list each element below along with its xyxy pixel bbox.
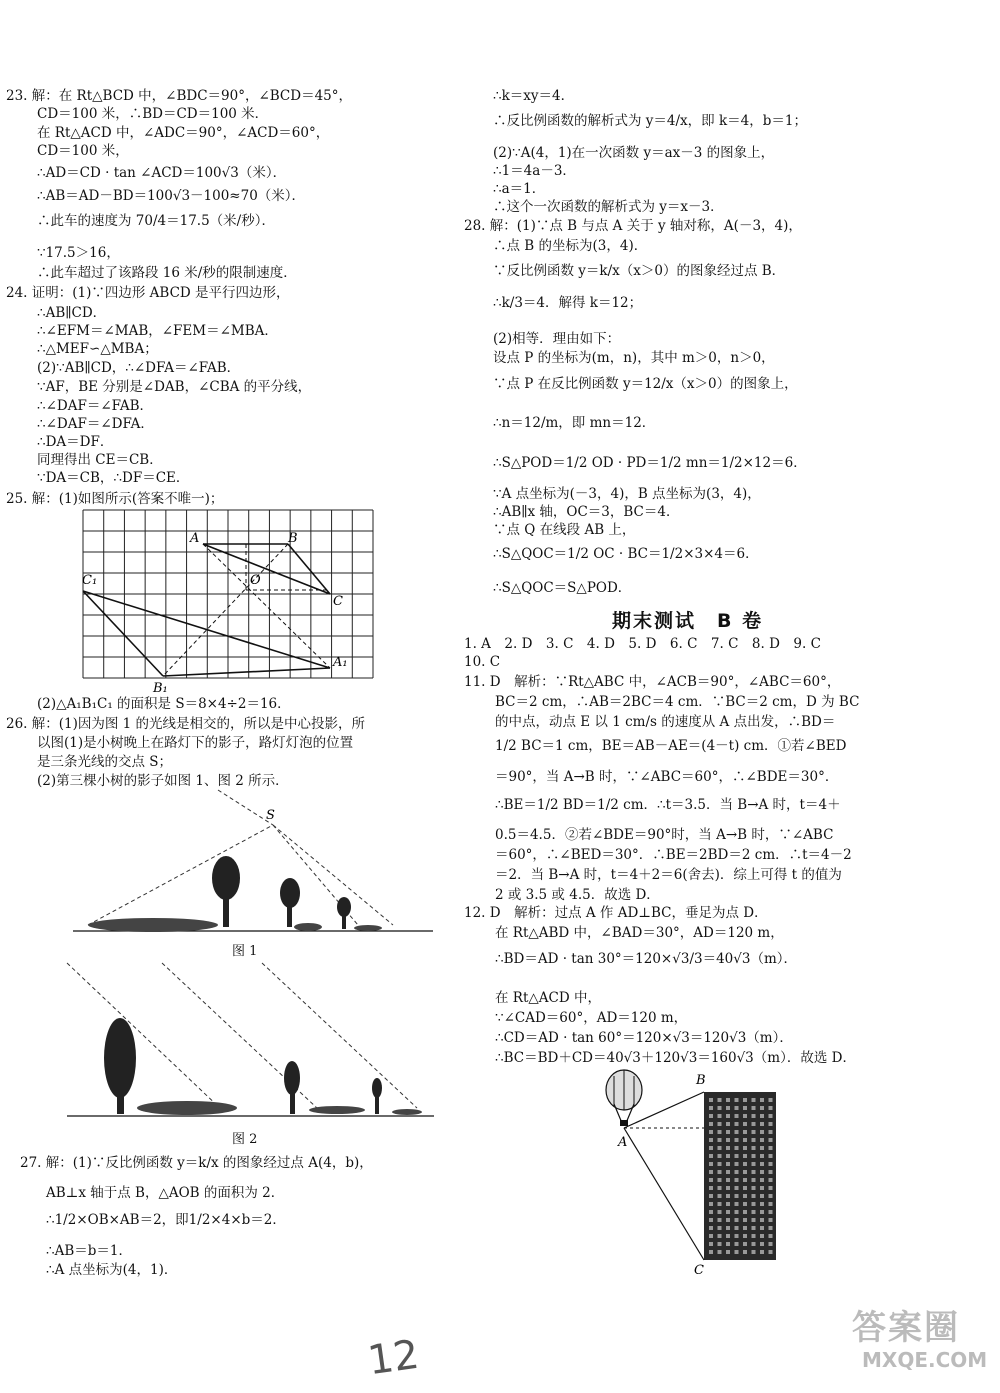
- text-line: ∴∠DAF＝∠FAB．: [37, 398, 154, 414]
- building-window: [760, 1122, 764, 1126]
- building-window: [709, 1098, 713, 1102]
- building-window: [726, 1114, 730, 1118]
- text-line: 24. 证明：(1)∵四边形 ABCD 是平行四边形，: [6, 285, 290, 301]
- building-window: [743, 1194, 747, 1198]
- building-window: [726, 1098, 730, 1102]
- building-window: [752, 1218, 756, 1222]
- building-window: [709, 1146, 713, 1150]
- building-window: [709, 1210, 713, 1214]
- building-window: [735, 1218, 739, 1222]
- building-window: [726, 1170, 730, 1174]
- building-window: [709, 1138, 713, 1142]
- grid-label-a: A: [190, 531, 200, 546]
- building-window: [726, 1130, 730, 1134]
- text-line: ∴BD＝AD · tan 30°＝120×√3/3＝40√3（m）．: [495, 951, 797, 967]
- building-window: [752, 1130, 756, 1134]
- text-line: 以图(1)是小树晚上在路灯下的影子，路灯灯泡的位置: [37, 735, 354, 751]
- text-line: ∴A 点坐标为(4，1)．: [46, 1262, 178, 1278]
- building-window: [718, 1154, 722, 1158]
- text-line: ∵反比例函数 y＝k/x（x＞0）的图象经过点 B．: [493, 263, 786, 279]
- building-window: [743, 1234, 747, 1238]
- building-window: [726, 1154, 730, 1158]
- text-line: (2)相等．理由如下：: [493, 331, 621, 347]
- building-top-label: B: [696, 1073, 706, 1088]
- building-window: [735, 1202, 739, 1206]
- text-line: ∴点 B 的坐标为(3，4)．: [493, 238, 648, 254]
- building-window: [769, 1186, 773, 1190]
- text-line: AB⊥x 轴于点 B，△AOB 的面积为 2．: [46, 1185, 285, 1201]
- building-window: [735, 1138, 739, 1142]
- text-line: 1. A 2. D 3. C 4. D 5. D 6. C 7. C 8. D 9. C: [464, 636, 821, 652]
- text-line: ∴k/3＝4．解得 k＝12；: [493, 295, 643, 311]
- building-window: [709, 1218, 713, 1222]
- building-window: [726, 1202, 730, 1206]
- text-line: ∴AB＝AD－BD＝100√3－100≈70（米）．: [37, 188, 306, 204]
- tree-shadow-figure-1: [68, 785, 438, 945]
- building-window: [743, 1202, 747, 1206]
- building-window: [769, 1130, 773, 1134]
- text-line: 0.5＝4.5．②若∠BDE＝90°时，当 A→B 时，∵∠ABC: [495, 827, 834, 843]
- building-window: [718, 1202, 722, 1206]
- building-window: [726, 1106, 730, 1110]
- building-window: [760, 1138, 764, 1142]
- building-window: [735, 1170, 739, 1174]
- building-window: [709, 1226, 713, 1230]
- text-line: ∵A 点坐标为(－3，4)，B 点坐标为(3，4)，: [493, 486, 761, 502]
- building-window: [760, 1178, 764, 1182]
- building-window: [735, 1178, 739, 1182]
- text-line: 12. D 解析：过点 A 作 AD⊥BC，垂足为点 D．: [464, 905, 768, 921]
- building-window: [709, 1186, 713, 1190]
- text-line: ∴反比例函数的解析式为 y＝4/x，即 k＝4，b＝1；: [493, 113, 807, 129]
- text-line: 在 Rt△ACD 中，: [495, 990, 601, 1006]
- building-window: [735, 1122, 739, 1126]
- text-line: ∴DA＝DF．: [37, 434, 114, 450]
- building-window: [743, 1162, 747, 1166]
- text-line: 28. 解：(1)∵点 B 与点 A 关于 y 轴对称，A(－3，4)，: [464, 218, 802, 234]
- text-line: 25. 解：(1)如图所示(答案不唯一)；: [6, 491, 224, 507]
- building-window: [726, 1122, 730, 1126]
- building-window: [752, 1114, 756, 1118]
- building-window: [769, 1210, 773, 1214]
- building-window: [769, 1162, 773, 1166]
- grid-label-b1: B₁: [153, 681, 168, 694]
- building-window: [709, 1234, 713, 1238]
- text-line: CD＝100 米，∴BD＝CD＝100 米．: [37, 106, 269, 122]
- building-window: [760, 1098, 764, 1102]
- building-window: [743, 1154, 747, 1158]
- building-window: [760, 1186, 764, 1190]
- building-window: [709, 1194, 713, 1198]
- building-window: [743, 1114, 747, 1118]
- text-line: ∴△MEF∽△MBA；: [37, 341, 158, 357]
- text-line: ∴S△QOC＝1/2 OC · BC＝1/2×3×4＝6．: [493, 546, 759, 562]
- building-window: [752, 1186, 756, 1190]
- building-window: [718, 1242, 722, 1246]
- text-line: ∴BC＝BD＋CD＝40√3＋120√3＝160√3（m）．故选 D．: [495, 1050, 856, 1066]
- building-window: [718, 1218, 722, 1222]
- building-window: [760, 1218, 764, 1222]
- building-window: [735, 1106, 739, 1110]
- figure-1-caption: 图 1: [232, 944, 258, 959]
- building-window: [752, 1154, 756, 1158]
- text-line: ∴AB＝b＝1．: [46, 1243, 132, 1259]
- text-line: ∵17.5＞16，: [37, 245, 120, 261]
- text-line: ∵∠CAD＝60°，AD＝120 m，: [495, 1010, 688, 1026]
- building-window: [718, 1226, 722, 1230]
- building-window: [726, 1162, 730, 1166]
- building-window: [709, 1122, 713, 1126]
- building-window: [735, 1226, 739, 1230]
- building-window: [709, 1114, 713, 1118]
- building-window: [718, 1234, 722, 1238]
- text-line: 10. C: [464, 654, 501, 670]
- text-line: (2)∵AB∥CD，∴∠DFA＝∠FAB．: [37, 360, 241, 376]
- text-line: (2)∵A(4，1)在一次函数 y＝ax－3 的图象上，: [493, 145, 775, 161]
- text-line: ∴AB∥x 轴，OC＝3，BC＝4．: [493, 504, 680, 520]
- text-line: (2)第三棵小树的影子如图 1、图 2 所示．: [37, 773, 289, 789]
- building-window: [735, 1154, 739, 1158]
- building-window: [735, 1242, 739, 1246]
- building-window: [760, 1226, 764, 1230]
- building-window: [769, 1218, 773, 1222]
- text-line: 26. 解：(1)因为图 1 的光线是相交的，所以是中心投影，所: [6, 716, 366, 732]
- building-window: [718, 1170, 722, 1174]
- text-line: ∴此车超过了该路段 16 米/秒的限制速度．: [37, 265, 297, 281]
- text-line: 在 Rt△ABD 中，∠BAD＝30°，AD＝120 m，: [495, 925, 784, 941]
- text-line: ∴S△POD＝1/2 OD · PD＝1/2 mn＝1/2×12＝6．: [493, 455, 807, 471]
- building-window: [769, 1194, 773, 1198]
- building-window: [726, 1218, 730, 1222]
- building-window: [735, 1146, 739, 1150]
- building-window: [743, 1122, 747, 1126]
- text-line: 23. 解：在 Rt△BCD 中，∠BDC＝90°，∠BCD＝45°，: [6, 88, 353, 104]
- building-window: [709, 1202, 713, 1206]
- building-window: [726, 1250, 730, 1254]
- building-window: [752, 1162, 756, 1166]
- building-window: [726, 1138, 730, 1142]
- watermark-url: MXQE.COM: [862, 1348, 988, 1372]
- building-window: [743, 1186, 747, 1190]
- building-window: [760, 1210, 764, 1214]
- building-window: [735, 1162, 739, 1166]
- text-line: ∵DA＝CB，∴DF＝CE．: [37, 470, 190, 486]
- building-window: [735, 1210, 739, 1214]
- building-window: [709, 1178, 713, 1182]
- text-line: ＝2．当 B→A 时，t＝4＋2＝6(舍去)．综上可得 t 的值为: [495, 867, 842, 883]
- text-line: 27. 解：(1)∵反比例函数 y＝k/x 的图象经过点 A(4，b)，: [20, 1155, 373, 1171]
- building-window: [743, 1130, 747, 1134]
- building-window: [769, 1226, 773, 1230]
- watermark-logo: 答案圈: [852, 1308, 960, 1348]
- building-window: [718, 1210, 722, 1214]
- text-line: 在 Rt△ACD 中，∠ADC＝90°，∠ACD＝60°，: [37, 125, 330, 141]
- building-window: [743, 1226, 747, 1230]
- building-window: [752, 1138, 756, 1142]
- grid-figure-q25: [78, 508, 378, 694]
- building-window: [726, 1226, 730, 1230]
- building-window: [760, 1194, 764, 1198]
- text-line: BC＝2 cm，∴AB＝2BC＝4 cm．∵BC＝2 cm，D 为 BC: [495, 694, 860, 710]
- building-window: [752, 1098, 756, 1102]
- building-window: [735, 1250, 739, 1254]
- grid-label-c1: C₁: [82, 573, 98, 588]
- grid-label-o: O: [250, 573, 261, 588]
- light-source-label: S: [266, 808, 275, 823]
- building-window: [760, 1250, 764, 1254]
- text-line: ∴此车的速度为 70/4＝17.5（米/秒）．: [37, 213, 275, 229]
- building-window: [709, 1106, 713, 1110]
- building-window: [718, 1098, 722, 1102]
- building-window: [743, 1218, 747, 1222]
- building-window: [752, 1106, 756, 1110]
- page-number: 12: [365, 1331, 422, 1385]
- balloon-point-label: A: [618, 1135, 628, 1150]
- text-line: 的中点，动点 E 以 1 cm/s 的速度从 A 点出发，∴BD＝: [495, 714, 836, 730]
- building-window: [760, 1170, 764, 1174]
- building-window: [769, 1242, 773, 1246]
- building-window: [752, 1210, 756, 1214]
- text-line: 2 或 3.5 或 4.5．故选 D．: [495, 887, 660, 903]
- building-window: [769, 1234, 773, 1238]
- building-window: [743, 1250, 747, 1254]
- text-line: ∴1/2×OB×AB＝2，即1/2×4×b＝2．: [46, 1212, 286, 1228]
- building-window: [752, 1226, 756, 1230]
- text-line: 是三条光线的交点 S；: [37, 754, 173, 770]
- building-window: [718, 1138, 722, 1142]
- grid-label-c: C: [333, 594, 343, 609]
- text-line: 1/2 BC＝1 cm，BE＝AB－AE＝(4－t) cm．①若∠BED: [495, 738, 847, 754]
- building-window: [735, 1186, 739, 1190]
- building-window: [769, 1154, 773, 1158]
- building-window: [752, 1122, 756, 1126]
- text-line: ∴这个一次函数的解析式为 y＝x－3．: [493, 199, 724, 215]
- building-window: [769, 1250, 773, 1254]
- text-line: ∴AD＝CD · tan ∠ACD＝100√3（米）．: [37, 165, 287, 181]
- building-window: [760, 1130, 764, 1134]
- building-window: [743, 1146, 747, 1150]
- text-line: (2)△A₁B₁C₁ 的面积是 S＝8×4÷2＝16．: [37, 696, 291, 712]
- building-window: [743, 1242, 747, 1246]
- text-line: ∵AF，BE 分别是∠DAB，∠CBA 的平分线，: [37, 379, 312, 395]
- text-line: 11. D 解析：∵Rt△ABC 中，∠ACB＝90°，∠ABC＝60°，: [464, 674, 841, 690]
- building-window: [735, 1130, 739, 1134]
- building-window: [769, 1178, 773, 1182]
- building-window: [718, 1162, 722, 1166]
- text-line: ∴a＝1．: [493, 181, 546, 197]
- building-window: [726, 1146, 730, 1150]
- building-window: [760, 1234, 764, 1238]
- building-window: [726, 1194, 730, 1198]
- building-bottom-label: C: [694, 1263, 704, 1278]
- text-line: ∴AB∥CD．: [37, 305, 107, 321]
- building-window: [735, 1234, 739, 1238]
- text-line: ∵点 Q 在线段 AB 上，: [493, 522, 636, 538]
- building-window: [709, 1250, 713, 1254]
- building-window: [743, 1106, 747, 1110]
- text-line: ∴1＝4a－3．: [493, 163, 576, 179]
- building-window: [718, 1186, 722, 1190]
- text-line: ∵点 P 在反比例函数 y＝12/x（x＞0）的图象上，: [493, 376, 798, 392]
- building-window: [718, 1130, 722, 1134]
- building-window: [726, 1186, 730, 1190]
- building-window: [769, 1146, 773, 1150]
- balloon-building-figure: [600, 1068, 790, 1278]
- text-line: ∴CD＝AD · tan 60°＝120×√3＝120√3（m）．: [495, 1030, 793, 1046]
- text-line: ∴BE＝1/2 BD＝1/2 cm．∴t＝3.5．当 B→A 时，t＝4＋: [495, 797, 841, 813]
- building-window: [726, 1234, 730, 1238]
- section-title: 期末测试 B 卷: [612, 610, 764, 632]
- text-line: ∴n＝12/m，即 mn＝12．: [493, 415, 656, 431]
- text-line: ＝90°，当 A→B 时，∵∠ABC＝60°，∴∠BDE＝30°．: [495, 769, 839, 785]
- building-window: [760, 1242, 764, 1246]
- text-line: 同理得出 CE＝CB．: [37, 452, 163, 468]
- building-window: [726, 1242, 730, 1246]
- building-window: [769, 1202, 773, 1206]
- building-window: [726, 1210, 730, 1214]
- building-window: [769, 1138, 773, 1142]
- building-window: [726, 1178, 730, 1182]
- tree-shadow-figure-2: [62, 958, 442, 1128]
- figure-2-caption: 图 2: [232, 1132, 258, 1147]
- text-line: 设点 P 的坐标为(m，n)，其中 m＞0，n＞0，: [493, 350, 775, 366]
- building-window: [769, 1114, 773, 1118]
- building-window: [735, 1114, 739, 1118]
- building-window: [752, 1194, 756, 1198]
- building-window: [743, 1210, 747, 1214]
- building-window: [752, 1146, 756, 1150]
- text-line: ＝60°，∴∠BED＝30°．∴BE＝2BD＝2 cm．∴t＝4－2: [495, 847, 852, 863]
- building-window: [743, 1170, 747, 1174]
- building-window: [709, 1154, 713, 1158]
- building-window: [760, 1162, 764, 1166]
- building-window: [709, 1130, 713, 1134]
- building-window: [743, 1098, 747, 1102]
- building-window: [735, 1098, 739, 1102]
- building-window: [752, 1250, 756, 1254]
- building-window: [718, 1122, 722, 1126]
- building-window: [718, 1194, 722, 1198]
- building-window: [718, 1114, 722, 1118]
- building-window: [769, 1170, 773, 1174]
- building-window: [752, 1202, 756, 1206]
- building-window: [718, 1250, 722, 1254]
- building-window: [752, 1178, 756, 1182]
- building-window: [709, 1242, 713, 1246]
- building-window: [709, 1170, 713, 1174]
- building-window: [760, 1106, 764, 1110]
- building-window: [743, 1138, 747, 1142]
- text-line: CD＝100 米，: [37, 143, 129, 159]
- building-window: [718, 1146, 722, 1150]
- building-window: [760, 1146, 764, 1150]
- grid-label-b: B: [288, 531, 298, 546]
- building-window: [752, 1242, 756, 1246]
- text-line: ∴k＝xy＝4．: [493, 88, 575, 104]
- building-window: [769, 1098, 773, 1102]
- text-line: ∴S△QOC＝S△POD．: [493, 580, 632, 596]
- building-window: [752, 1234, 756, 1238]
- building-window: [709, 1162, 713, 1166]
- building-window: [760, 1202, 764, 1206]
- grid-label-a1: A₁: [333, 655, 348, 670]
- text-line: ∴∠DAF＝∠DFA．: [37, 416, 154, 432]
- building-window: [769, 1106, 773, 1110]
- building-window: [718, 1178, 722, 1182]
- building-window: [760, 1114, 764, 1118]
- building-window: [718, 1106, 722, 1110]
- building-window: [752, 1170, 756, 1174]
- text-line: ∴∠EFM＝∠MAB，∠FEM＝∠MBA．: [37, 323, 278, 339]
- building-window: [735, 1194, 739, 1198]
- building-window: [743, 1178, 747, 1182]
- building-window: [760, 1154, 764, 1158]
- building-window: [769, 1122, 773, 1126]
